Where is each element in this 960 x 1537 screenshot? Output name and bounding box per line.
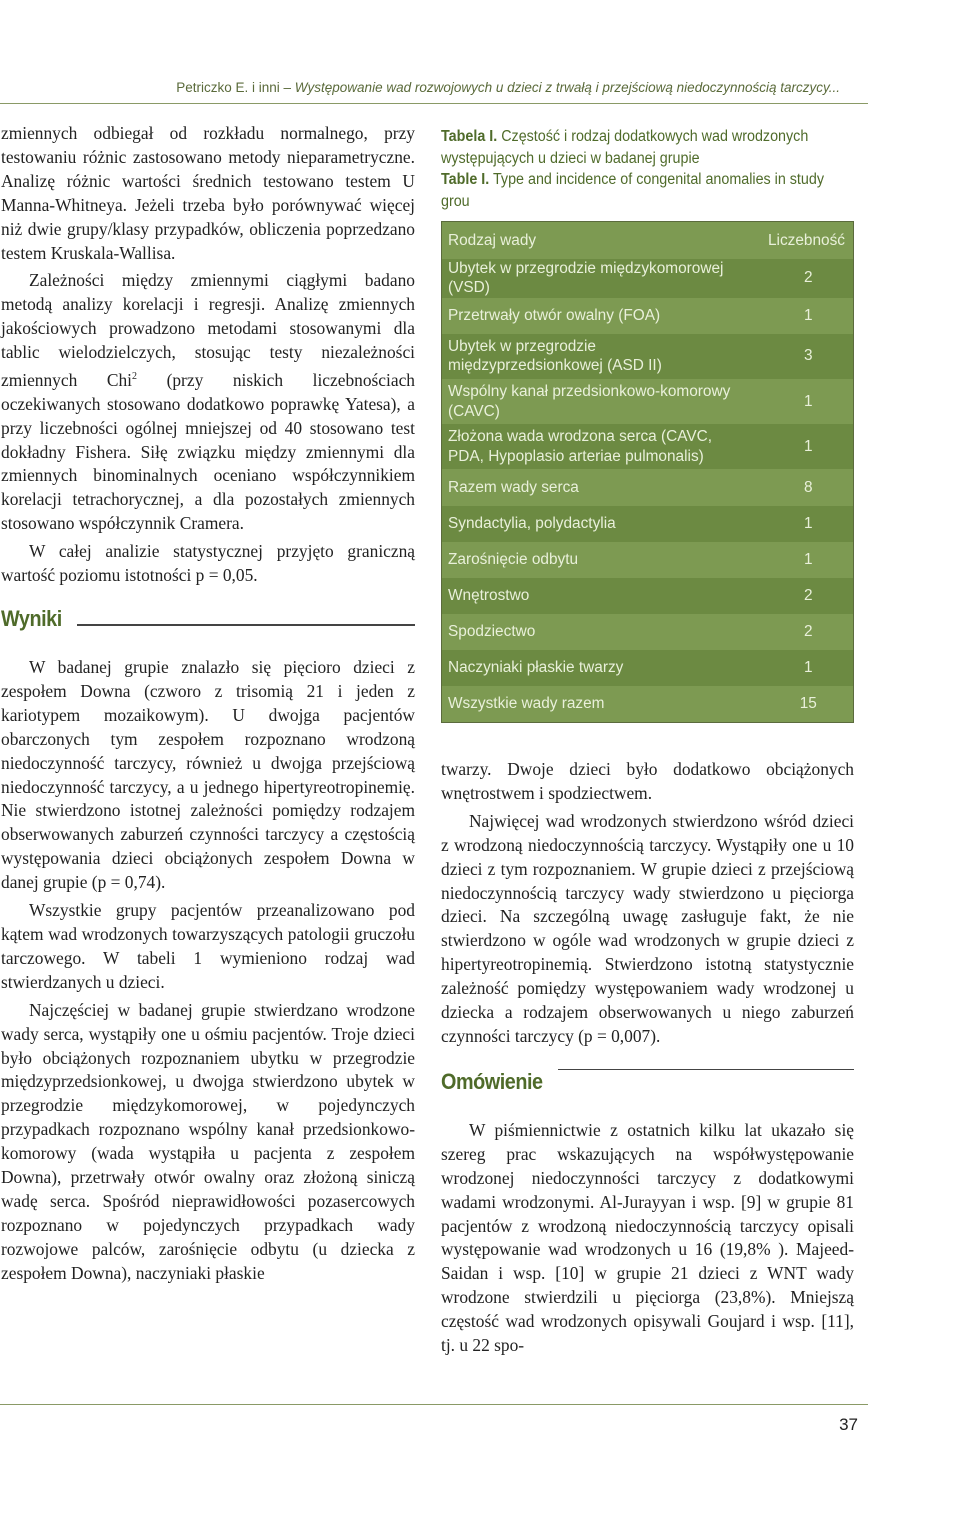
table-row	[442, 334, 854, 379]
table-cell-count: 1	[803, 550, 813, 568]
right-column	[441, 758, 854, 1358]
table-cell-count: 1	[803, 306, 813, 324]
paragraph-statistics-2-text: Zależności między zmiennymi ciągłymi badano metodą analizy korelacji i regresji. Analizę zmiennych jakościowych prowadzono metodami stosowanymi dla tablic wielodzielczych, stosując testy niezależności zmiennych Chi	[1, 270, 415, 390]
table-cell-count: 1	[803, 514, 813, 532]
table-row	[442, 650, 854, 686]
table-cell-label: Spodziectwo	[448, 623, 536, 641]
table-cell-count: 1	[803, 438, 813, 456]
table-row	[442, 542, 854, 578]
paragraph-significance: W całej analizie statystycznej przyjęto graniczną wartość poziomu istotności p = 0,05.	[1, 541, 415, 586]
table-header-label: Rodzaj wady	[448, 231, 537, 249]
table-header-count: Liczebność	[768, 231, 845, 249]
header-title: Występowanie wad rozwojowych u dzieci z trwałą i przejściową niedoczynnością tarczycy...	[294, 80, 840, 95]
section-heading-wyniki	[1, 602, 415, 634]
table-header-row	[442, 222, 854, 259]
paragraph-results-3: Najczęściej w badanej grupie stwierdzano wrodzone wady serca, wystąpiły one u ośmiu pacjentów. Troje dzieci było obciążonych rozpoznaniem ubytku w przegrodzie międzyprzedsionkowej, u dwojga stwierdzono ubytek w przegrodzie międzykomorowej, w pojedynczych przypadkach rozpoznano wspólny kanał przedsionkowo-komorowy (wada wystąpiła u pacjenta z zespołem Downa), przetrwały otwór owalny oraz złożoną siniczą wadę serca. Spośród nieprawidłowości pozasercowych rozpoznano w pojedynczych przypadkach wady rozwojowe palców, zarośnięcie odbytu (u dziecka z zespołem Downa), naczyniaki płaskie	[1, 999, 415, 1283]
table-caption	[441, 126, 854, 212]
table-row	[442, 298, 854, 334]
section-rule-omowienie	[558, 1069, 854, 1071]
caption-en	[441, 169, 850, 212]
caption-en-text: Type and incidence of congenital anomalies in study grou	[441, 171, 824, 210]
paragraph-right-2: Najwięcej wad wrodzonych stwierdzono wśród dzieci z wrodzoną niedoczynnością tarczycy. Wystąpiły one u 10 dzieci z tym rozpoznaniem. W grupie dzieci z przejściową niedoczynnością tarczycy wady stwierdzono u pięciorga dzieci. Na szczególną uwagę zasługuje fakt, że nie stwierdzono w ogóle wad wrodzonych w grupie dzieci z hipertyreotropinemią. Stwierdzono istotną statystycznie zależność pomiędzy występowaniem wady wrodzonej u dziecka a rodzajem obserwowanych u niego zaburzeń czynności tarczycy (p = 0,007).	[441, 810, 854, 1046]
table-cell-label: Ubytek w przegrodzie międzykomorowej (VSD)	[448, 259, 724, 296]
caption-en-label: Table I.	[441, 171, 490, 188]
table-cell-label: Wnętrostwo	[448, 587, 530, 605]
caption-pl-label: Tabela I.	[441, 128, 498, 145]
table-row	[442, 259, 854, 298]
header-authors: Petriczko E. i inni –	[176, 80, 295, 95]
table-cell-count: 2	[803, 587, 813, 605]
table-cell-label: Naczyniaki płaskie twarzy	[448, 659, 624, 677]
section-title-omowienie: Omówienie	[441, 1068, 543, 1094]
table-row	[442, 578, 854, 614]
table-cell-count: 8	[803, 478, 813, 496]
anomalies-table	[441, 221, 854, 723]
table-row	[442, 379, 854, 424]
paragraph-statistics-2-cont: (przy niskich liczebnościach oczekiwanych stosowano dodatkowo poprawkę Yatesa), a przy liczebności ogólnej mniejszej od 40 stosowano test dokładny Fishera. Siłę związku między zmiennymi dla zmiennych binominalnych oceniano współczynnikiem korelacji tetrachorycznej, a dla pozostałych zmiennych stosowano współczynnik Cramera.	[1, 369, 415, 534]
section-heading-omowienie	[441, 1057, 854, 1101]
footer-rule	[0, 1404, 868, 1405]
table-cell-label: Wszystkie wady razem	[448, 695, 605, 713]
table-cell-label: Ubytek w przegrodzie międzyprzedsionkowej (ASD II)	[448, 337, 662, 375]
header-rule	[0, 103, 868, 104]
caption-pl-text: Częstość i rodzaj dodatkowych wad wrodzonych występujących u dzieci w badanej grupie	[441, 128, 809, 167]
paragraph-results-1: W badanej grupie znalazło się pięcioro dzieci z zespołem Downa (czworo z trisomią 21 i jeden z kariotypem mozaikowym). U dwojga pacjentów obarczonych tym zespołem rozpoznano wrodzoną niedoczynność tarczycy, również u dwojga przejściową niedoczynność tarczycy, a u jednego hipertyreotropinemię. Nie stwierdzono istotnej zależności pomiędzy rodzajem obserwowanych zaburzeń czynności tarczycy a częstością występowania dzieci obciążonych zespołem Downa w danej grupie (p = 0,74).	[1, 657, 415, 893]
section-rule-wyniki	[77, 624, 415, 626]
table-cell-label: Złożona wada wrodzona serca (CAVC, PDA, Hypoplasio arteriae pulmonalis)	[448, 428, 713, 465]
section-title-wyniki: Wyniki	[1, 606, 62, 632]
table-cell-count: 1	[803, 392, 813, 410]
table-cell-count: 2	[803, 623, 813, 641]
paragraph-discussion: W piśmiennictwie z ostatnich kilku lat ukazało się szereg prac wskazujących na współwystępowanie wrodzonej niedoczynności tarczycy z dodatkowymi wadami wrodzonymi. Al-Jurayyan i wsp. [9] w grupie 81 pacjentów z wrodzoną niedoczynnością tarczycy opisali występowanie wad wrodzonych u 16 (19,8% ). Majeed-Saidan i wsp. [10] w grupie 21 dzieci z WNT wady wrodzone stwierdzili u pięciorga (23,8%). Mniejszą częstość wad wrodzonych opisywali Goujard i wsp. [11], tj. u 22 spo-	[441, 1119, 854, 1356]
left-column	[1, 122, 415, 1286]
table-row	[442, 686, 854, 722]
chi-superscript: 2	[132, 371, 137, 383]
table-cell-count: 3	[803, 347, 813, 365]
table-row	[442, 424, 854, 469]
table-row	[442, 506, 854, 542]
table-row	[442, 614, 854, 650]
table-cell-label: Przetrwały otwór owalny (FOA)	[448, 306, 661, 324]
page-number: 37	[839, 1415, 858, 1434]
table-row	[442, 469, 854, 505]
table-cell-label: Zarośnięcie odbytu	[448, 550, 579, 568]
table-cell-count: 2	[803, 269, 813, 287]
caption-pl	[441, 126, 850, 169]
table-cell-label: Syndactylia, polydactylia	[448, 514, 616, 532]
table-cell-count: 1	[803, 659, 813, 677]
paragraph-statistics-1: zmiennych odbiegał od rozkładu normalnego, przy testowaniu różnic zastosowano metody nieparametryczne. Analizę różnic wartości średnich testowano testem U Manna-Whitneya. Jeżeli trzeba było porównywać więcej niż dwie grupy/klasy przypadków, obliczenia poprzedzano testem Kruskala-Wallisa.	[1, 123, 415, 263]
running-header	[176, 80, 840, 95]
table-cell-count: 15	[799, 695, 817, 713]
paragraph-right-1: twarzy. Dwoje dzieci było dodatkowo obciążonych wnętrostwem i spodziectwem.	[441, 759, 854, 803]
table-cell-label: Razem wady serca	[448, 478, 579, 496]
table-cell-label: Wspólny kanał przedsionkowo-komorowy (CAVC)	[448, 383, 731, 420]
paragraph-statistics-2	[1, 269, 415, 536]
paragraph-results-2: Wszystkie grupy pacjentów przeanalizowano pod kątem wad wrodzonych towarzyszących patologii gruczołu tarczowego. W tabeli 1 wymieniono rodzaj wad stwierdzanych u dzieci.	[1, 900, 415, 992]
